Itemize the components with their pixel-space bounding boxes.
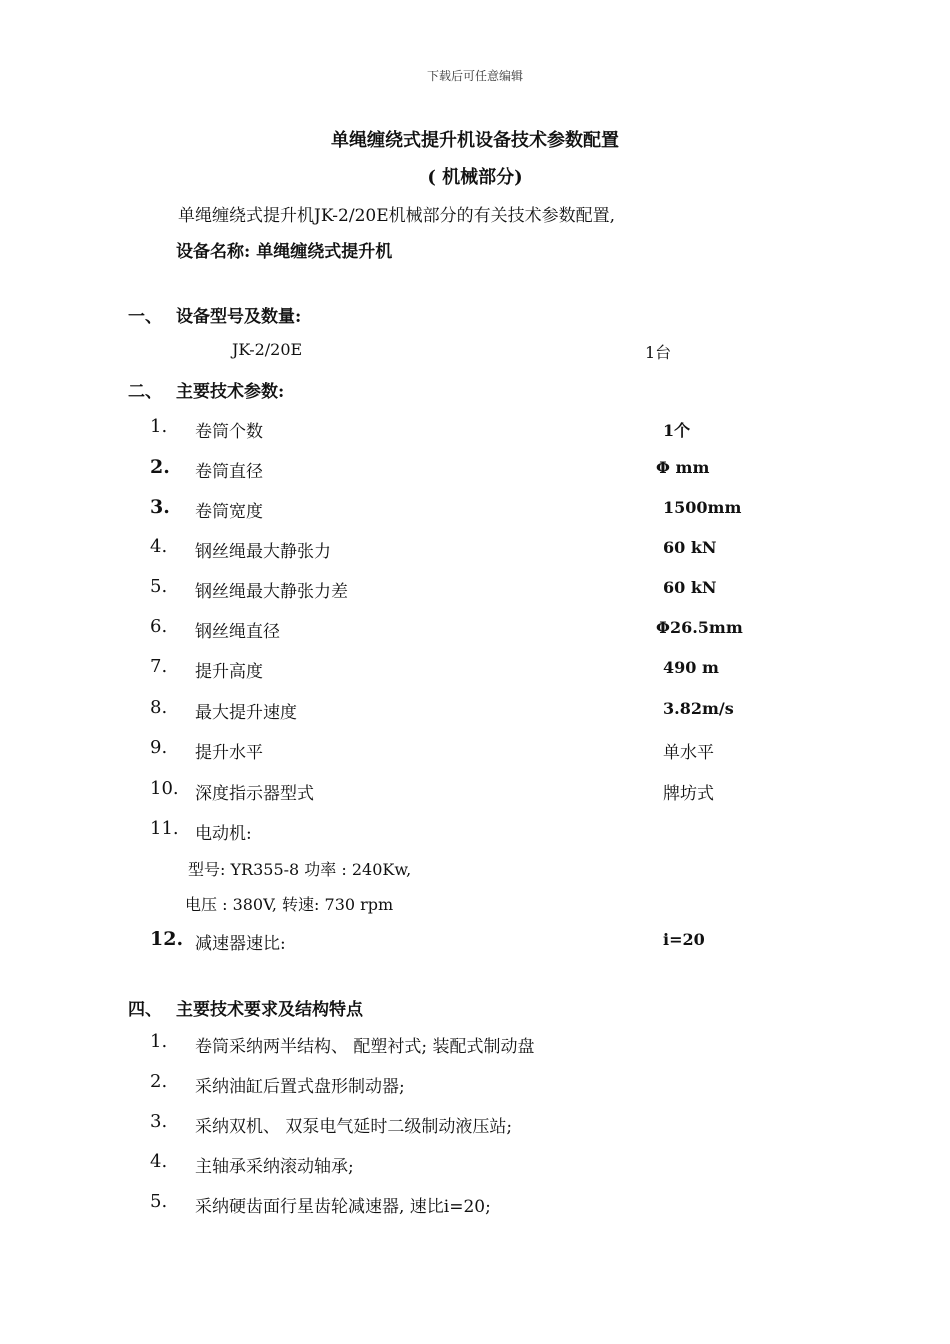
param-value: 490 m (663, 658, 719, 677)
param-number: 6. (150, 616, 168, 637)
param-number: 1. (150, 416, 168, 437)
param-number: 7. (150, 656, 168, 677)
list-item-number: 2. (150, 1071, 168, 1092)
param-name: 减速器速比: (195, 934, 286, 954)
equipment-quantity: 1台 (645, 343, 672, 362)
document-subtitle: ( 机械部分) (427, 167, 523, 188)
document-title: 单绳缠绕式提升机设备技术参数配置 (331, 130, 619, 151)
list-item-text: 主轴承采纳滚动轴承; (195, 1157, 354, 1177)
param-value: 牌坊式 (663, 784, 714, 804)
list-item-number: 1. (150, 1031, 168, 1052)
param-value: Φ mm (656, 458, 710, 477)
param-name: 深度指示器型式 (195, 784, 314, 804)
param-value: Φ26.5mm (656, 618, 743, 637)
motor-spec-line: 电压 : 380V, 转速: 730 rpm (185, 895, 394, 914)
param-value: 单水平 (663, 743, 714, 763)
param-value: 1500mm (663, 498, 742, 517)
list-item-text: 卷筒采纳两半结构、 配塑衬式; 装配式制动盘 (195, 1037, 535, 1057)
list-item-number: 4. (150, 1151, 168, 1172)
section-index: 四、 (128, 1000, 162, 1020)
param-name: 提升高度 (195, 662, 263, 682)
param-name: 钢丝绳最大静张力 (195, 542, 331, 562)
param-name: 最大提升速度 (195, 703, 297, 723)
param-name: 卷筒直径 (195, 462, 263, 482)
intro-paragraph: 单绳缠绕式提升机JK-2/20E机械部分的有关技术参数配置, (178, 206, 616, 226)
param-number: 11. (150, 818, 179, 839)
param-name: 钢丝绳直径 (195, 622, 280, 642)
section-4-heading (128, 995, 363, 1020)
section-title: 设备型号及数量: (176, 307, 302, 327)
list-item-text: 采纳油缸后置式盘形制动器; (195, 1077, 405, 1097)
list-item-text: 采纳双机、 双泵电气延时二级制动液压站; (195, 1117, 513, 1137)
param-number: 8. (150, 697, 168, 718)
param-name: 提升水平 (195, 743, 263, 763)
param-value: 60 kN (663, 538, 717, 557)
section-1-heading (128, 302, 302, 327)
param-name: 钢丝绳最大静张力差 (195, 582, 348, 602)
equipment-model: JK-2/20E (232, 340, 303, 359)
param-number: 5. (150, 576, 168, 597)
section-index: 二、 (128, 382, 162, 402)
param-number: 9. (150, 737, 168, 758)
param-value: 1个 (663, 421, 691, 440)
section-2-heading (128, 377, 285, 402)
list-item-text: 采纳硬齿面行星齿轮减速器, 速比i=20; (195, 1197, 491, 1217)
param-number: 10. (150, 778, 179, 799)
motor-spec-line: 型号: YR355-8 功率 : 240Kw, (188, 860, 412, 879)
device-name-line: 设备名称: 单绳缠绕式提升机 (176, 242, 393, 262)
param-value: 3.82m/s (663, 699, 734, 718)
section-title: 主要技术参数: (176, 382, 285, 402)
param-name: 电动机: (195, 824, 252, 844)
param-number: 3. (150, 496, 170, 518)
section-index: 一、 (128, 307, 162, 327)
list-item-number: 3. (150, 1111, 168, 1132)
param-value: 60 kN (663, 578, 717, 597)
list-item-number: 5. (150, 1191, 168, 1212)
param-number: 12. (150, 928, 184, 950)
param-number: 2. (150, 456, 170, 478)
param-value: i=20 (663, 930, 705, 949)
param-name: 卷筒宽度 (195, 502, 263, 522)
param-name: 卷筒个数 (195, 422, 263, 442)
section-title: 主要技术要求及结构特点 (176, 1000, 363, 1020)
param-number: 4. (150, 536, 168, 557)
header-note: 下载后可任意编辑 (426, 69, 523, 83)
